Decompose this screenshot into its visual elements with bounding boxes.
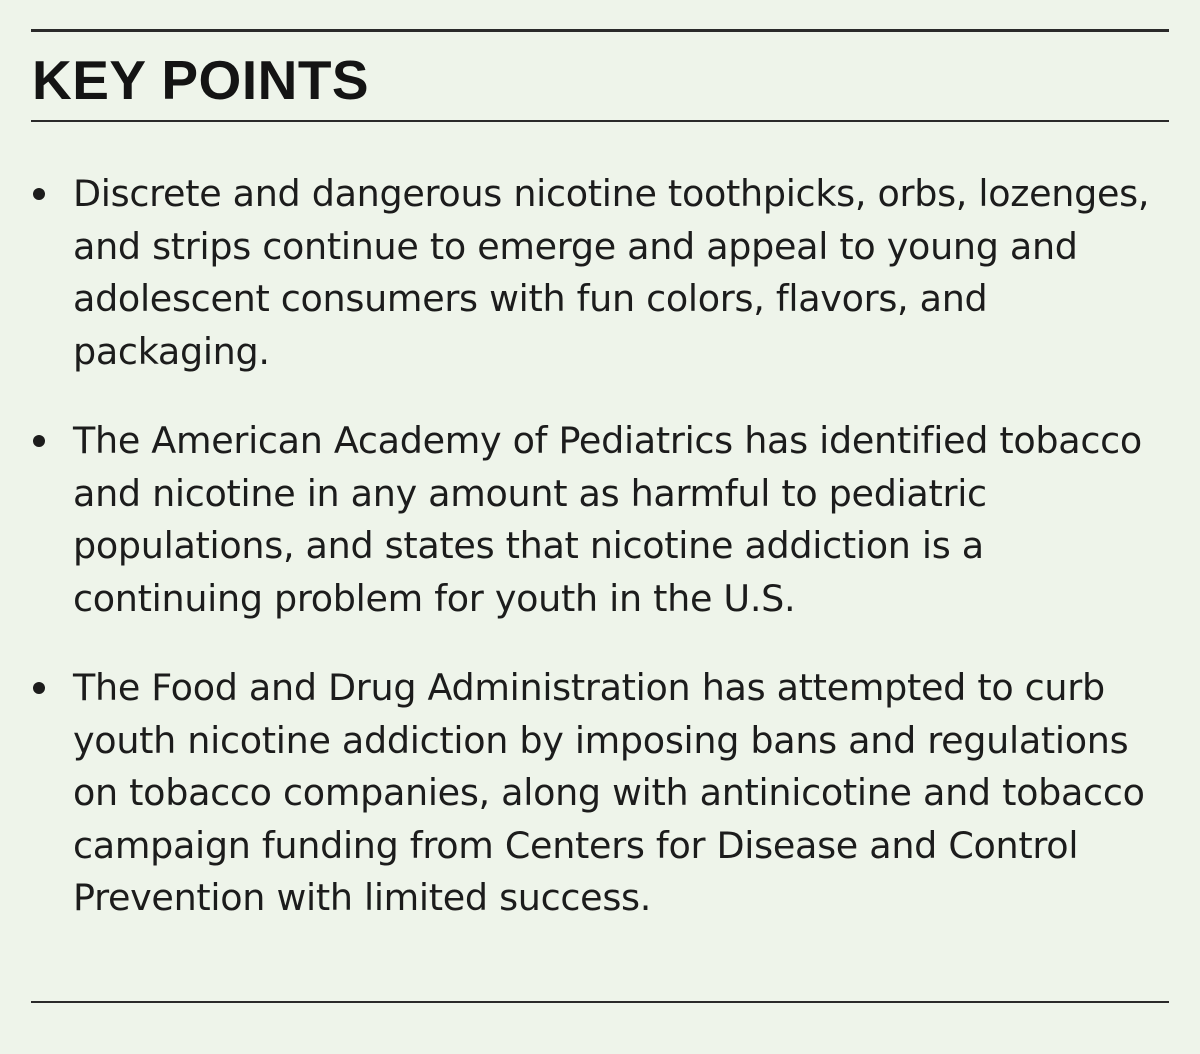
point-text: The Food and Drug Administration has attempted to curb youth nicotine addiction by imposing bans and regulations on tobacco companies, along with antinicotine and tobacco campaign funding from Centers for Disease and Control Prevention with limited success.	[73, 666, 1145, 919]
point-text: The American Academy of Pediatrics has identified tobacco and nicotine in any amount as harmful to pediatric populations, and states that nicotine addiction is a continuing problem for youth in the U.S.	[73, 419, 1142, 620]
bullet-icon	[33, 682, 45, 694]
list-item	[0, 415, 1200, 625]
box-title: KEY POINTS	[32, 49, 370, 111]
key-points-list	[0, 168, 1200, 962]
list-item	[0, 168, 1200, 378]
top-rule	[31, 29, 1169, 32]
list-item	[0, 662, 1200, 925]
bullet-icon	[33, 435, 45, 447]
bottom-rule	[31, 1001, 1169, 1003]
title-divider	[31, 120, 1169, 122]
point-text: Discrete and dangerous nicotine toothpicks, orbs, lozenges, and strips continue to emerge and appeal to young and adolescent consumers with fun colors, flavors, and packaging.	[73, 172, 1150, 373]
bullet-icon	[33, 188, 45, 200]
